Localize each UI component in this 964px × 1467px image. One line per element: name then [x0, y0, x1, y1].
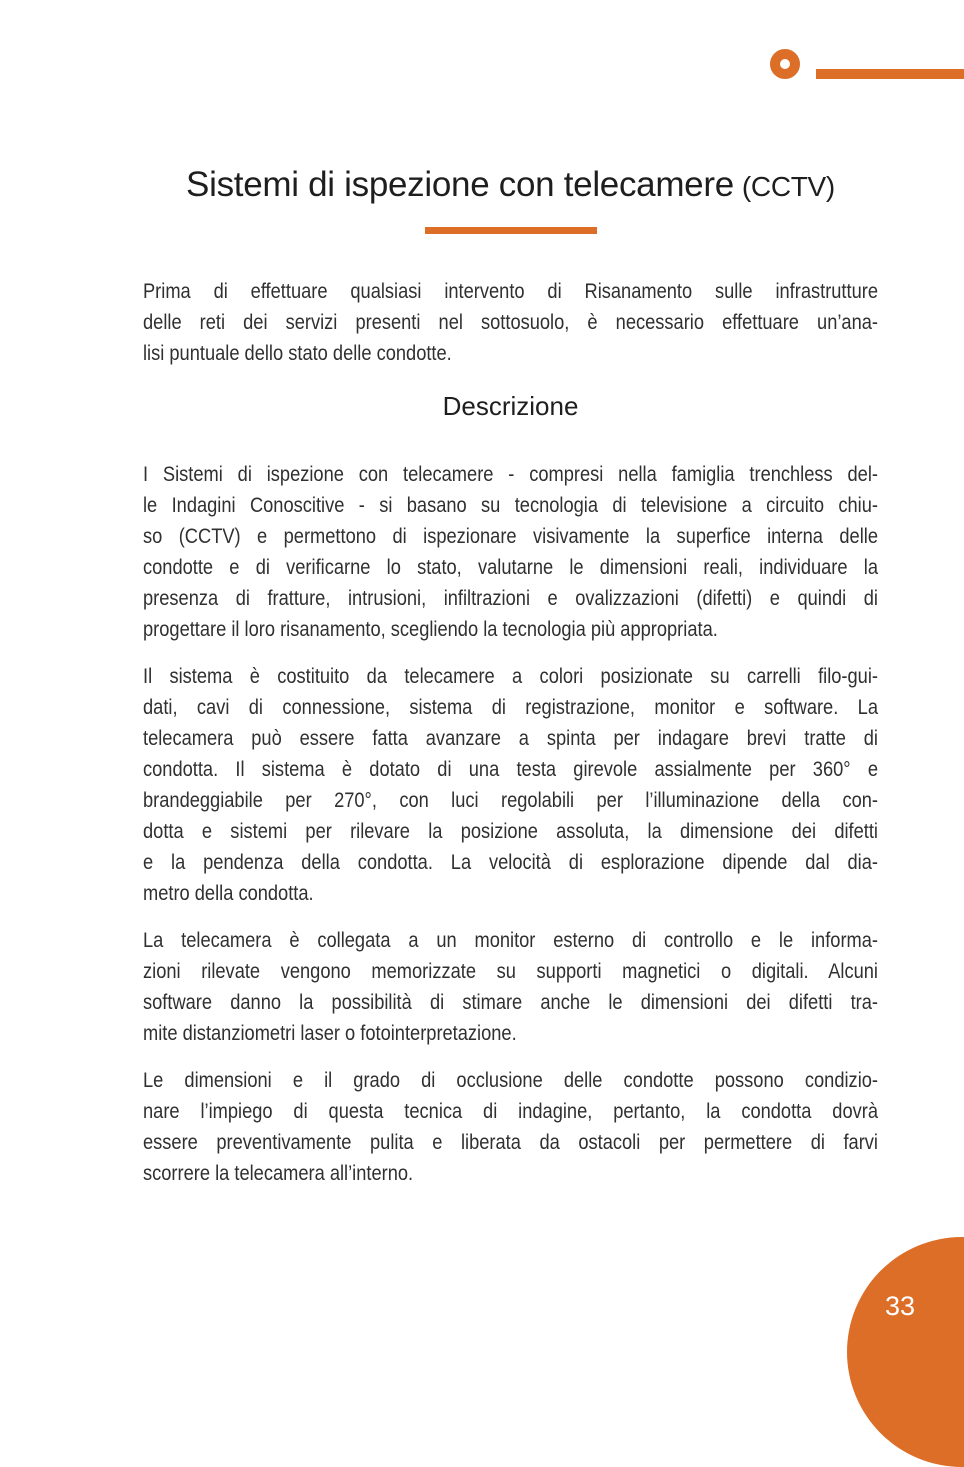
circle-marker-icon [770, 49, 800, 79]
text-line: metro della condotta. [143, 881, 314, 905]
text-line: zioni rilevate vengono memorizzate su supporti magnetici o digitali. Alcuni [143, 959, 878, 983]
text-line: so (CCTV) e permettono di ispezionare visivamente la superfice interna delle [143, 524, 878, 548]
text-line: dati, cavi di connessione, sistema di registrazione, monitor e software. La [143, 695, 878, 719]
page-title-main: Sistemi di ispezione con telecamere [186, 165, 734, 204]
body-paragraph [143, 925, 878, 1049]
text-line: Il sistema è costituito da telecamere a colori posizionate su carrelli filo-gui- [143, 664, 878, 688]
intro-paragraph [143, 276, 878, 369]
body-paragraph [143, 1065, 878, 1189]
section-body [143, 459, 878, 1205]
page-number: 33 [885, 1291, 916, 1321]
text-line: le Indagini Conoscitive - si basano su tecnologia di televisione a circuito chiu- [143, 493, 878, 517]
text-line: Le dimensioni e il grado di occlusione delle condotte possono condizio- [143, 1068, 878, 1092]
text-line: progettare il loro risanamento, scegliendo la tecnologia più appropriata. [143, 617, 718, 641]
text-line: presenza di fratture, intrusioni, infiltrazioni e ovalizzazioni (difetti) e quindi di [143, 586, 878, 610]
body-paragraph [143, 459, 878, 645]
text-line: condotta. Il sistema è dotato di una testa girevole assialmente per 360° e [143, 757, 878, 781]
page-title [143, 163, 878, 209]
marker-rule-line [816, 69, 964, 79]
title-underline [425, 227, 597, 234]
body-paragraph [143, 661, 878, 909]
text-line: nare l’impiego di questa tecnica di indagine, pertanto, la condotta dovrà [143, 1099, 878, 1123]
text-line: Prima di effettuare qualsiasi intervento di Risanamento sulle infrastrutture [143, 279, 878, 303]
text-line: I Sistemi di ispezione con telecamere - compresi nella famiglia trenchless del- [143, 462, 878, 486]
text-line: lisi puntuale dello stato delle condotte. [143, 341, 452, 365]
text-line: e la pendenza della condotta. La velocità di esplorazione dipende dal dia- [143, 850, 878, 874]
text-line: mite distanziometri laser o fotointerpretazione. [143, 1021, 517, 1045]
text-line: software danno la possibilità di stimare anche le dimensioni dei difetti tra- [143, 990, 878, 1014]
text-line: scorrere la telecamera all’interno. [143, 1161, 414, 1185]
text-line: brandeggiabile per 270°, con luci regolabili per l’illuminazione della con- [143, 788, 878, 812]
text-line: delle reti dei servizi presenti nel sottosuolo, è necessario effettuare un’ana- [143, 310, 878, 334]
text-line: La telecamera è collegata a un monitor esterno di controllo e le informa- [143, 928, 878, 952]
text-line: condotte e di verificarne lo stato, valutarne le dimensioni reali, individuare la [143, 555, 878, 579]
page-title-suffix: (CCTV) [741, 171, 835, 202]
text-line: essere preventivamente pulita e liberata da ostacoli per permettere di farvi [143, 1130, 878, 1154]
page-number-badge [847, 1237, 964, 1467]
section-heading: Descrizione [442, 391, 579, 421]
text-line: telecamera può essere fatta avanzare a spinta per indagare brevi tratte di [143, 726, 878, 750]
text-line: dotta e sistemi per rilevare la posizione assoluta, la dimensione dei difetti [143, 819, 878, 843]
